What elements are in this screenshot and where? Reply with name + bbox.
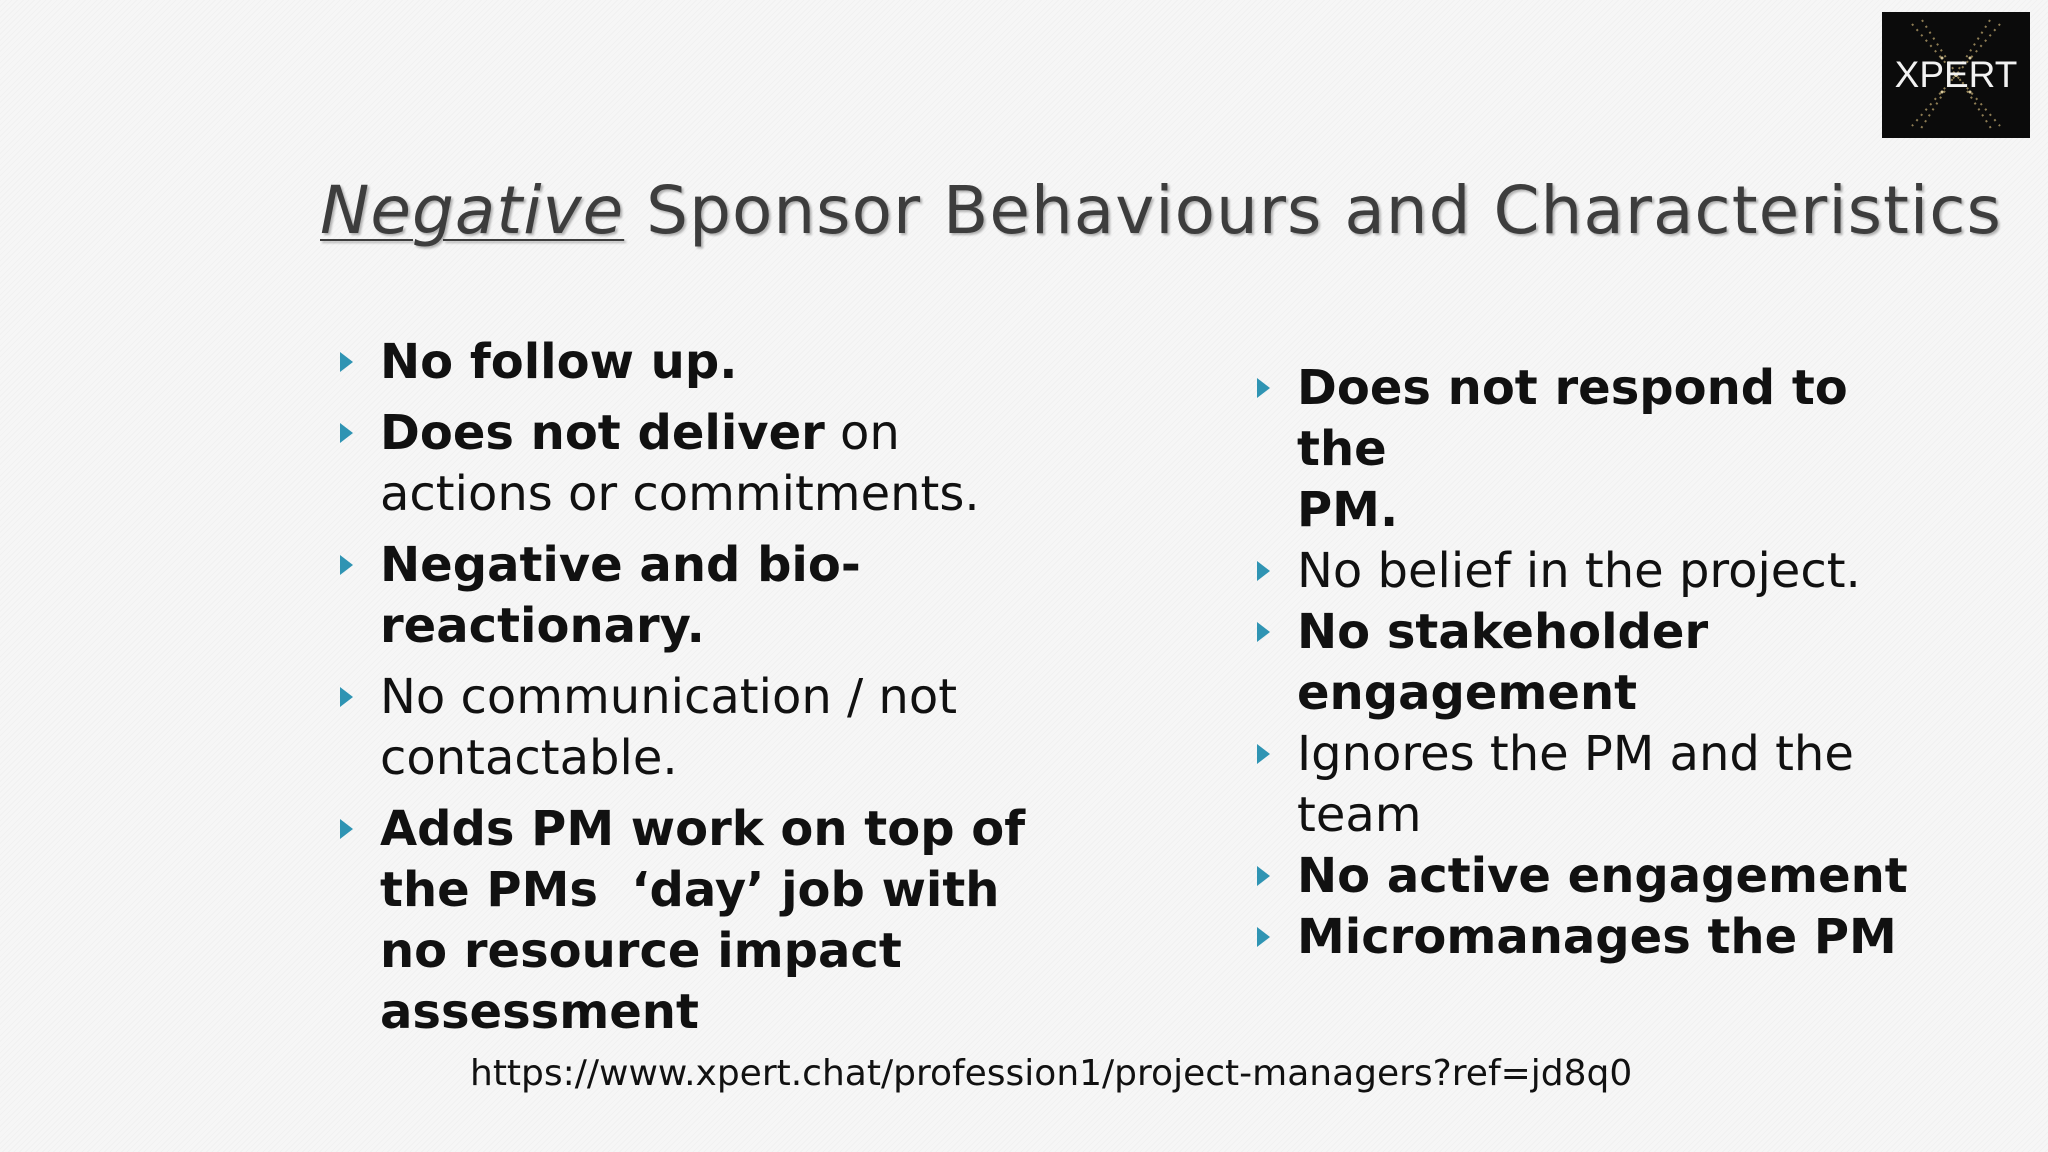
- bullet-text: Adds PM work on top of: [380, 801, 1026, 857]
- bullet-arrow-icon: [340, 819, 353, 839]
- bullet-arrow-icon: [1257, 561, 1270, 581]
- right-bullet-list: [1251, 358, 1951, 968]
- bullet-text: actions or commitments.: [380, 466, 980, 522]
- footer-url: https://www.xpert.chat/profession1/project-managers?ref=jd8q0: [470, 1053, 1633, 1094]
- bullet-text-bold: Does not deliver: [380, 405, 825, 461]
- list-item: [1251, 358, 1951, 541]
- bullet-arrow-icon: [340, 423, 353, 443]
- bullet-text: Negative and bio-: [380, 537, 861, 593]
- bullet-text: No active engagement: [1297, 848, 1908, 904]
- bullet-arrow-icon: [1257, 744, 1270, 764]
- bullet-arrow-icon: [1257, 866, 1270, 886]
- left-bullet-list: [334, 332, 1034, 1043]
- bullet-text: engagement: [1297, 665, 1638, 721]
- list-item: [1251, 907, 1951, 968]
- title-rest: Sponsor Behaviours and Characteristics: [624, 172, 2002, 249]
- bullet-text: reactionary.: [380, 598, 705, 654]
- bullet-line: [380, 403, 1034, 464]
- list-item: [1251, 724, 1951, 846]
- logo-text: XPERT: [1894, 54, 2018, 95]
- list-item: [334, 403, 1034, 525]
- bullet-text: No belief in the project.: [1297, 543, 1861, 599]
- bullet-text: No follow up.: [380, 334, 738, 390]
- bullet-text: Micromanages the PM: [1297, 909, 1897, 965]
- list-item: [1251, 602, 1951, 724]
- bullet-text: team: [1297, 787, 1422, 843]
- page-title: [320, 172, 2002, 249]
- xpert-logo: [1882, 12, 2030, 138]
- list-item: [1251, 541, 1951, 602]
- list-item: [334, 799, 1034, 1043]
- bullet-text: no resource impact: [380, 923, 902, 979]
- list-item: [334, 332, 1034, 393]
- bullet-arrow-icon: [1257, 378, 1270, 398]
- title-emphasis: Negative: [320, 172, 625, 249]
- bullet-arrow-icon: [1257, 927, 1270, 947]
- bullet-text: contactable.: [380, 730, 678, 786]
- bullet-text: No stakeholder: [1297, 604, 1709, 660]
- bullet-text: assessment: [380, 984, 699, 1040]
- bullet-text: on: [824, 405, 900, 461]
- bullet-text: the PMs ‘day’ job with: [380, 862, 1000, 918]
- list-item: [334, 667, 1034, 789]
- list-item: [1251, 846, 1951, 907]
- bullet-arrow-icon: [1257, 622, 1270, 642]
- bullet-text: No communication / not: [380, 669, 958, 725]
- bullet-arrow-icon: [340, 352, 353, 372]
- list-item: [334, 535, 1034, 657]
- bullet-text: PM.: [1297, 482, 1399, 538]
- bullet-text: Does not respond to the: [1297, 360, 1848, 477]
- bullet-arrow-icon: [340, 687, 353, 707]
- bullet-text: Ignores the PM and the: [1297, 726, 1854, 782]
- bullet-arrow-icon: [340, 555, 353, 575]
